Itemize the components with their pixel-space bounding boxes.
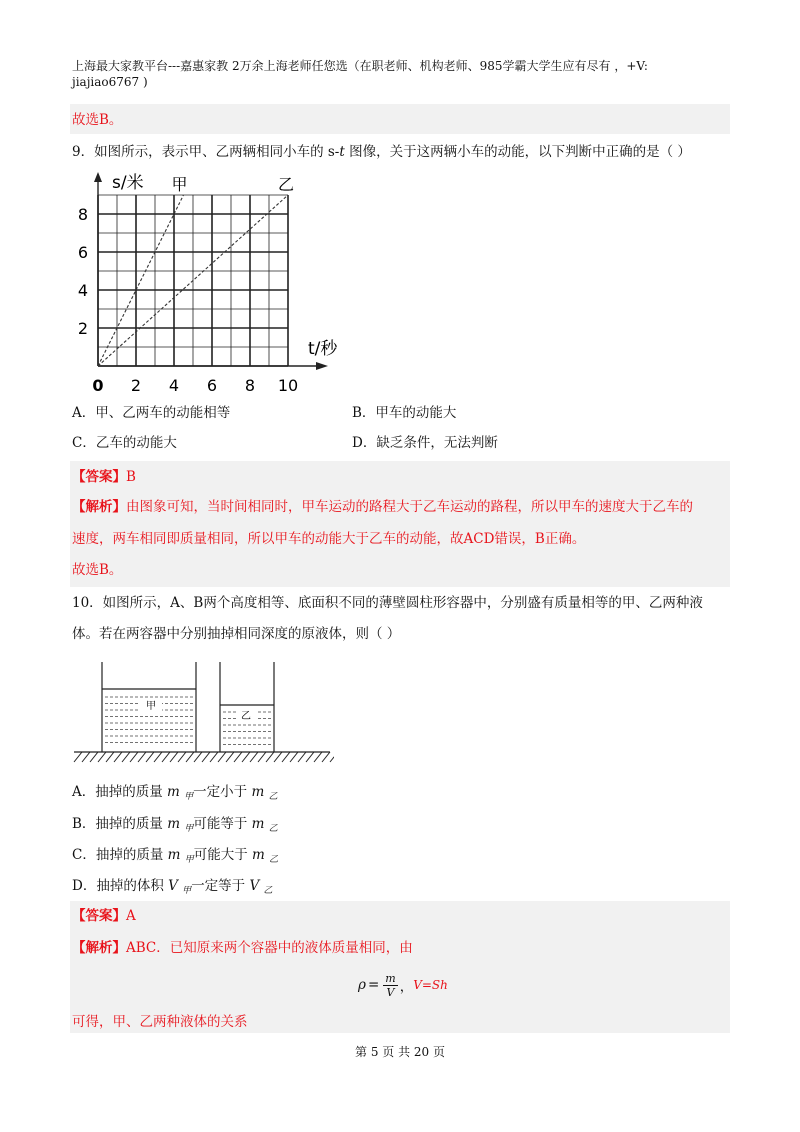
q10-a-var: m: [167, 784, 180, 800]
hatch-stroke: [186, 752, 194, 762]
q10-b-var: m: [167, 816, 181, 832]
hatch-stroke: [322, 752, 330, 762]
hatch-stroke: [282, 752, 290, 762]
q9-stem-suffix: 图像，关于这两辆小车的动能，以下判断中正确的是（ ）: [344, 144, 691, 160]
q10-d-prefix: D．抽掉的体积: [72, 878, 169, 894]
st-chart: [72, 168, 338, 400]
q10-option-b[interactable]: [72, 814, 278, 839]
y-tick-label: 8: [77, 205, 89, 224]
q9-conclusion: 故选B。: [72, 562, 123, 578]
q10-b-sub2: 乙: [268, 824, 278, 834]
hatch-stroke: [258, 752, 266, 762]
hatch-stroke: [218, 752, 226, 762]
hatch-stroke: [210, 752, 218, 762]
hatch-stroke: [314, 752, 322, 762]
q10-answer-value: A: [126, 908, 136, 924]
hatch-stroke: [178, 752, 186, 762]
hatch-stroke: [242, 752, 250, 762]
q10-analysis-label: 【解析】: [72, 940, 126, 956]
hatch-stroke: [82, 752, 90, 762]
header-line-2: jiajiao6767 ): [72, 75, 148, 89]
hatch-stroke: [130, 752, 138, 762]
hatch-stroke: [274, 752, 282, 762]
containers-diagram: [72, 656, 334, 766]
q9-stem: [72, 142, 691, 162]
q10-a-sub1: 甲: [184, 792, 194, 802]
q9-answer-value: B: [126, 469, 136, 485]
q10-b-var2: m: [251, 816, 265, 832]
hatch-stroke: [298, 752, 306, 762]
x-tick-label: 2: [130, 376, 142, 395]
q9-answer-label: 【答案】: [72, 469, 126, 485]
hatch-stroke: [306, 752, 314, 762]
q10-d-mid: 一定等于: [191, 878, 250, 894]
series-label-jia: 甲: [171, 175, 188, 194]
q10-c-prefix: C．抽掉的质量: [72, 847, 168, 863]
hatch-stroke: [170, 752, 178, 762]
y-tick-label: 6: [77, 243, 89, 262]
q9-option-d[interactable]: D．缺乏条件，无法判断: [352, 435, 498, 451]
hatch-stroke: [226, 752, 234, 762]
hatch-stroke: [98, 752, 106, 762]
q10-a-mid: 一定小于: [193, 784, 252, 800]
hatch-stroke: [162, 752, 170, 762]
page-footer: 第 5 页 共 20 页: [355, 1045, 445, 1059]
q9-analysis-2: 速度，两车相同即质量相同，所以甲车的动能大于乙车的动能，故ACD错误，B正确。: [72, 531, 586, 547]
q10-answer: [72, 906, 136, 926]
q10-d-sub1: 甲: [182, 886, 192, 896]
prev-answer-block: [70, 104, 730, 134]
hatch-stroke: [250, 752, 258, 762]
hatch-stroke: [290, 752, 298, 762]
q9-analysis-label: 【解析】: [72, 499, 126, 515]
hatch-stroke: [266, 752, 274, 762]
q10-option-d[interactable]: [72, 876, 273, 901]
series-line-jia: [98, 195, 184, 366]
q10-option-c[interactable]: [72, 845, 278, 870]
container-a: [102, 662, 196, 752]
q10-d-var: V: [168, 878, 178, 894]
series-label-yi: 乙: [277, 175, 295, 194]
formula-rho: ρ: [358, 977, 366, 993]
q10-a-sub2: 乙: [268, 792, 278, 802]
hatch-stroke: [194, 752, 202, 762]
y-tick-label: 4: [77, 281, 89, 300]
q10-a-var2: m: [251, 784, 265, 800]
q10-analysis-2: 可得，甲、乙两种液体的关系: [72, 1014, 248, 1030]
q10-c-var2: m: [252, 847, 265, 863]
hatch-stroke: [154, 752, 162, 762]
q10-d-sub2: 乙: [263, 886, 273, 896]
container-b: [220, 662, 274, 752]
page-header: [72, 58, 732, 90]
hatch-stroke: [202, 752, 210, 762]
q10-c-var: m: [167, 847, 181, 863]
x-axis-label: t/秒: [308, 339, 338, 359]
formula-denominator: V: [386, 985, 395, 999]
x-tick-label: 0: [92, 376, 104, 395]
q9-option-b[interactable]: B．甲车的动能大: [352, 405, 457, 421]
q9-option-a[interactable]: A．甲、乙两车的动能相等: [72, 405, 231, 421]
q10-option-a[interactable]: [72, 782, 278, 807]
q9-analysis-1: [72, 497, 693, 517]
formula-eq: =: [367, 977, 380, 993]
q9-stem-prefix: 9．如图所示，表示甲、乙两辆相同小车的 s-: [72, 144, 340, 160]
hatch-stroke: [122, 752, 130, 762]
q9-stem-t: t: [339, 144, 345, 160]
q9-answer-block: [70, 461, 730, 587]
prev-conclusion: 故选B。: [72, 112, 123, 128]
q10-stem-1: 10．如图所示，A、B两个高度相等、底面积不同的薄壁圆柱形容器中，分别盛有质量相等的甲、乙两种液: [72, 595, 703, 611]
q9-answer: [72, 467, 136, 487]
x-axis-arrow: [316, 362, 328, 370]
q10-b-prefix: B．抽掉的质量: [72, 816, 168, 832]
y-axis-arrow: [94, 172, 102, 182]
formula-v-sh: V=Sh: [413, 978, 448, 992]
hatch-stroke: [146, 752, 154, 762]
formula-separator: ，: [399, 979, 414, 995]
q9-option-c[interactable]: C．乙车的动能大: [72, 435, 177, 451]
liquid-b-label: 乙: [241, 711, 251, 722]
hatch-stroke: [234, 752, 242, 762]
q10-c-sub1: 甲: [184, 855, 194, 865]
q9-analysis-text-1: 由图象可知，当时间相同时，甲车运动的路程大于乙车运动的路程，所以甲车的速度大于乙车的: [126, 499, 693, 515]
ground-hatch: [74, 752, 338, 762]
q10-a-prefix: A．抽掉的质量: [72, 784, 168, 800]
q10-b-sub1: 甲: [184, 824, 194, 834]
header-line-1: 上海最大家教平台---嘉惠家教 2万余上海老师任您选（在职老师、机构老师、985学霸大学生应有尽有 ，+V:: [72, 59, 648, 73]
hatch-stroke: [106, 752, 114, 762]
hatch-stroke: [90, 752, 98, 762]
liquid-a-label: 甲: [146, 701, 156, 712]
q10-b-mid: 可能等于: [193, 816, 252, 832]
formula-fraction: [383, 972, 397, 999]
formula-numerator: m: [385, 971, 396, 985]
y-axis-label: s/米: [112, 173, 144, 193]
hatch-stroke: [74, 752, 82, 762]
q10-stem-2: 体。若在两容器中分别抽掉相同深度的原液体，则（ ）: [72, 626, 401, 642]
hatch-stroke: [330, 752, 338, 762]
q10-analysis-text-1: ABC．已知原来两个容器中的液体质量相同，由: [126, 940, 413, 956]
q10-formula: [358, 967, 448, 1003]
hatch-stroke: [114, 752, 122, 762]
q10-answer-label: 【答案】: [72, 908, 126, 924]
x-tick-label: 8: [244, 376, 256, 395]
q10-d-var2: V: [249, 878, 260, 894]
x-tick-label: 10: [277, 376, 299, 395]
y-tick-label: 2: [77, 319, 89, 338]
x-tick-label: 4: [168, 376, 180, 395]
q10-c-sub2: 乙: [269, 855, 279, 865]
hatch-stroke: [138, 752, 146, 762]
q10-c-mid: 可能大于: [193, 847, 253, 863]
q10-analysis-1: [72, 938, 413, 958]
x-tick-label: 6: [206, 376, 218, 395]
